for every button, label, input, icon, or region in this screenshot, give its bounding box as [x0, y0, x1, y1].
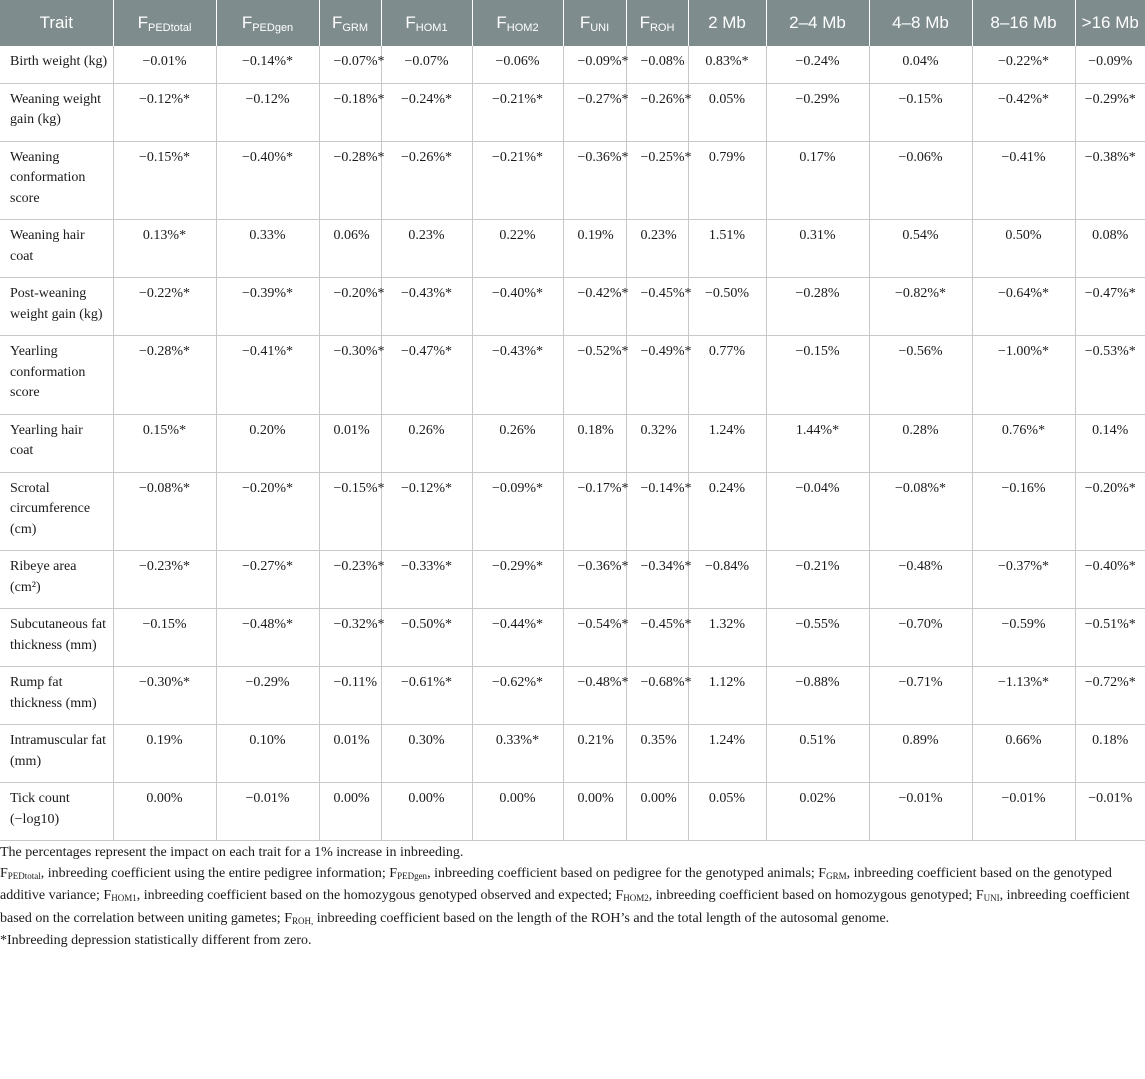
value-cell: 0.31% — [766, 220, 869, 278]
value-cell: −0.28%* — [319, 141, 381, 220]
trait-cell: Birth weight (kg) — [0, 46, 113, 83]
value-cell: 0.66% — [972, 725, 1075, 783]
value-cell: −0.27%* — [563, 83, 626, 141]
value-cell: −0.08% — [626, 46, 688, 83]
value-cell: −0.29% — [216, 667, 319, 725]
value-cell: −0.20%* — [319, 278, 381, 336]
value-cell: −0.11% — [319, 667, 381, 725]
value-cell: −0.15% — [869, 83, 972, 141]
definition-subscript: HOM2 — [623, 893, 649, 903]
trait-cell: Tick count (−log10) — [0, 783, 113, 841]
value-cell: −0.24%* — [381, 83, 472, 141]
value-cell: −0.36%* — [563, 551, 626, 609]
value-cell: −0.15%* — [319, 472, 381, 551]
column-header-5 — [472, 0, 563, 46]
definition-symbol: F — [615, 888, 624, 903]
value-cell: 0.77% — [688, 336, 766, 415]
value-cell: −0.21%* — [472, 83, 563, 141]
value-cell: 0.22% — [472, 220, 563, 278]
value-cell: −0.24% — [766, 46, 869, 83]
value-cell: 0.18% — [563, 414, 626, 472]
definition-subscript: UNI — [983, 893, 1000, 903]
value-cell: −0.48% — [869, 551, 972, 609]
column-header-subscript: HOM2 — [506, 21, 539, 34]
column-header-subscript: ROH — [649, 21, 675, 34]
value-cell: 1.24% — [688, 725, 766, 783]
value-cell: 0.05% — [688, 83, 766, 141]
value-cell: 1.24% — [688, 414, 766, 472]
definition-text: , inbreeding coefficient using the entire pedigree information; — [40, 865, 390, 881]
column-header-label: 4–8 Mb — [892, 13, 949, 32]
value-cell: −0.28%* — [113, 336, 216, 415]
column-header-label: 2–4 Mb — [789, 13, 846, 32]
value-cell: −0.49%* — [626, 336, 688, 415]
table-row — [0, 667, 1145, 725]
value-cell: 0.28% — [869, 414, 972, 472]
column-header-label: >16 Mb — [1081, 13, 1139, 32]
value-cell: 0.23% — [626, 220, 688, 278]
trait-cell: Post-weaning weight gain (kg) — [0, 278, 113, 336]
value-cell: 0.17% — [766, 141, 869, 220]
definition-text: , inbreeding coefficient based on homozygous genotyped; — [648, 888, 976, 903]
value-cell: −0.88% — [766, 667, 869, 725]
value-cell: −0.42%* — [563, 278, 626, 336]
value-cell: −0.04% — [766, 472, 869, 551]
value-cell: −0.06% — [472, 46, 563, 83]
value-cell: 0.54% — [869, 220, 972, 278]
value-cell: −0.06% — [869, 141, 972, 220]
value-cell: 0.20% — [216, 414, 319, 472]
value-cell: −0.26%* — [626, 83, 688, 141]
value-cell: −0.34%* — [626, 551, 688, 609]
column-header-subscript: GRM — [342, 21, 369, 34]
value-cell: 0.19% — [113, 725, 216, 783]
value-cell: −0.01% — [113, 46, 216, 83]
value-cell: −0.41% — [972, 141, 1075, 220]
value-cell: −0.21%* — [472, 141, 563, 220]
column-header-2 — [216, 0, 319, 46]
value-cell: −0.22%* — [113, 278, 216, 336]
value-cell: 0.76%* — [972, 414, 1075, 472]
value-cell: −0.07% — [381, 46, 472, 83]
definition-symbol: F — [0, 865, 8, 881]
value-cell: 0.14% — [1075, 414, 1145, 472]
definition-subscript: GRM — [826, 870, 847, 881]
value-cell: −0.72%* — [1075, 667, 1145, 725]
value-cell: −0.56% — [869, 336, 972, 415]
definition-text: , inbreeding coefficient based on the genotyped additive variance; — [0, 865, 1112, 903]
value-cell: −0.37%* — [972, 551, 1075, 609]
value-cell: 0.08% — [1075, 220, 1145, 278]
value-cell: −0.25%* — [626, 141, 688, 220]
value-cell: 0.18% — [1075, 725, 1145, 783]
value-cell: −0.50%* — [381, 609, 472, 667]
notes-significance-footnote: *Inbreeding depression statistically different from zero. — [0, 933, 312, 948]
value-cell: −0.47%* — [381, 336, 472, 415]
value-cell: −0.09% — [1075, 46, 1145, 83]
table-row — [0, 609, 1145, 667]
value-cell: 1.44%* — [766, 414, 869, 472]
trait-cell: Weaning conformation score — [0, 141, 113, 220]
value-cell: −0.84% — [688, 551, 766, 609]
value-cell: −0.54%* — [563, 609, 626, 667]
value-cell: −0.12%* — [381, 472, 472, 551]
value-cell: −0.71% — [869, 667, 972, 725]
value-cell: −0.38%* — [1075, 141, 1145, 220]
table-row — [0, 278, 1145, 336]
column-header-label: 2 Mb — [708, 13, 746, 32]
value-cell: −0.16% — [972, 472, 1075, 551]
value-cell: −0.14%* — [216, 46, 319, 83]
table-row — [0, 783, 1145, 841]
value-cell: −0.59% — [972, 609, 1075, 667]
value-cell: −1.00%* — [972, 336, 1075, 415]
value-cell: 0.89% — [869, 725, 972, 783]
value-cell: −0.12%* — [113, 83, 216, 141]
value-cell: −0.48%* — [563, 667, 626, 725]
value-cell: −0.12% — [216, 83, 319, 141]
value-cell: −0.68%* — [626, 667, 688, 725]
value-cell: −0.40%* — [1075, 551, 1145, 609]
value-cell: −0.44%* — [472, 609, 563, 667]
value-cell: 0.79% — [688, 141, 766, 220]
value-cell: 1.51% — [688, 220, 766, 278]
table-row — [0, 725, 1145, 783]
value-cell: 0.06% — [319, 220, 381, 278]
value-cell: −0.64%* — [972, 278, 1075, 336]
value-cell: −0.20%* — [1075, 472, 1145, 551]
value-cell: 0.30% — [381, 725, 472, 783]
value-cell: −0.50% — [688, 278, 766, 336]
column-header-9 — [766, 0, 869, 46]
value-cell: −0.01% — [972, 783, 1075, 841]
column-header-label: F — [579, 12, 591, 32]
column-header-label: F — [639, 12, 650, 32]
trait-cell: Rump fat thickness (mm) — [0, 667, 113, 725]
column-header-subscript: PEDtotal — [147, 21, 192, 34]
definition-symbol: F — [818, 865, 827, 881]
value-cell: −0.51%* — [1075, 609, 1145, 667]
value-cell: −0.01% — [216, 783, 319, 841]
value-cell: −0.29% — [766, 83, 869, 141]
value-cell: −0.01% — [869, 783, 972, 841]
column-header-subscript: UNI — [590, 21, 610, 34]
value-cell: −0.23%* — [319, 551, 381, 609]
value-cell: −0.40%* — [216, 141, 319, 220]
table-row — [0, 336, 1145, 415]
trait-cell: Yearling hair coat — [0, 414, 113, 472]
trait-cell: Subcutaneous fat thickness (mm) — [0, 609, 113, 667]
value-cell: −0.40%* — [472, 278, 563, 336]
definition-symbol: F — [284, 910, 292, 926]
definition-subscript: HOM1 — [111, 893, 137, 903]
trait-cell: Yearling conformation score — [0, 336, 113, 415]
column-header-subscript: HOM1 — [415, 21, 448, 34]
definition-symbol: F — [389, 865, 398, 881]
value-cell: 0.04% — [869, 46, 972, 83]
value-cell: −0.39%* — [216, 278, 319, 336]
table-row — [0, 141, 1145, 220]
value-cell: −0.70% — [869, 609, 972, 667]
value-cell: −0.15%* — [113, 141, 216, 220]
column-header-label: 8–16 Mb — [990, 13, 1057, 32]
value-cell: −0.22%* — [972, 46, 1075, 83]
column-header-label: Trait — [39, 13, 73, 32]
definition-text: , inbreeding coefficient based on pedigree for the genotyped animals; — [427, 865, 819, 881]
value-cell: −0.30%* — [113, 667, 216, 725]
value-cell: 0.00% — [381, 783, 472, 841]
column-header-7 — [626, 0, 688, 46]
column-header-label: F — [496, 12, 507, 32]
column-header-11 — [972, 0, 1075, 46]
value-cell: 0.00% — [113, 783, 216, 841]
definition-text: , inbreeding coefficient based on the homozygous genotyped observed and expected; — [136, 888, 616, 903]
definition-text: inbreeding coefficient based on the length of the ROH’s and the total length of the autosomal genome. — [313, 910, 890, 926]
value-cell: 0.19% — [563, 220, 626, 278]
value-cell: −0.55% — [766, 609, 869, 667]
value-cell: 0.00% — [563, 783, 626, 841]
table-row — [0, 83, 1145, 141]
value-cell: −0.36%* — [563, 141, 626, 220]
value-cell: −0.28% — [766, 278, 869, 336]
value-cell: 0.00% — [626, 783, 688, 841]
value-cell: −0.43%* — [472, 336, 563, 415]
table-notes — [0, 841, 1145, 952]
column-header-label: F — [405, 12, 416, 32]
column-header-subscript: PEDgen — [252, 21, 294, 34]
value-cell: −0.82%* — [869, 278, 972, 336]
value-cell: 0.33% — [216, 220, 319, 278]
value-cell: 0.51% — [766, 725, 869, 783]
value-cell: 0.01% — [319, 725, 381, 783]
value-cell: −0.09%* — [563, 46, 626, 83]
value-cell: −0.18%* — [319, 83, 381, 141]
value-cell: −0.21% — [766, 551, 869, 609]
definition-subscript: PEDgen — [397, 870, 428, 881]
value-cell: 0.15%* — [113, 414, 216, 472]
value-cell: −0.52%* — [563, 336, 626, 415]
value-cell: 0.00% — [319, 783, 381, 841]
value-cell: −0.45%* — [626, 278, 688, 336]
value-cell: −0.20%* — [216, 472, 319, 551]
value-cell: −0.42%* — [972, 83, 1075, 141]
table-row — [0, 220, 1145, 278]
value-cell: −0.17%* — [563, 472, 626, 551]
trait-cell: Ribeye area (cm²) — [0, 551, 113, 609]
value-cell: −0.43%* — [381, 278, 472, 336]
value-cell: 1.12% — [688, 667, 766, 725]
value-cell: −0.48%* — [216, 609, 319, 667]
value-cell: 0.35% — [626, 725, 688, 783]
table-header-row — [0, 0, 1145, 46]
column-header-0 — [0, 0, 113, 46]
notes-percentage-explanation: The percentages represent the impact on each trait for a 1% increase in inbreeding. — [0, 845, 464, 860]
value-cell: 0.50% — [972, 220, 1075, 278]
value-cell: −0.29%* — [1075, 83, 1145, 141]
value-cell: −0.53%* — [1075, 336, 1145, 415]
notes-definitions — [0, 864, 1145, 932]
table-row — [0, 414, 1145, 472]
definition-symbol: F — [975, 888, 984, 903]
value-cell: 0.01% — [319, 414, 381, 472]
value-cell: 0.32% — [626, 414, 688, 472]
value-cell: 0.83%* — [688, 46, 766, 83]
column-header-4 — [381, 0, 472, 46]
value-cell: −0.15% — [766, 336, 869, 415]
value-cell: −0.14%* — [626, 472, 688, 551]
value-cell: −0.07%* — [319, 46, 381, 83]
value-cell: 0.21% — [563, 725, 626, 783]
trait-cell: Scrotal circumference (cm) — [0, 472, 113, 551]
table-row — [0, 46, 1145, 83]
value-cell: 0.02% — [766, 783, 869, 841]
value-cell: −0.61%* — [381, 667, 472, 725]
value-cell: 0.13%* — [113, 220, 216, 278]
column-header-1 — [113, 0, 216, 46]
value-cell: −0.41%* — [216, 336, 319, 415]
column-header-label: F — [331, 12, 343, 32]
value-cell: −0.33%* — [381, 551, 472, 609]
value-cell: 0.26% — [381, 414, 472, 472]
column-header-12 — [1075, 0, 1145, 46]
column-header-3 — [319, 0, 381, 46]
definition-subscript: PEDtotal — [7, 870, 41, 881]
column-header-6 — [563, 0, 626, 46]
value-cell: 0.23% — [381, 220, 472, 278]
trait-cell: Weaning hair coat — [0, 220, 113, 278]
value-cell: −0.30%* — [319, 336, 381, 415]
value-cell: −1.13%* — [972, 667, 1075, 725]
value-cell: 0.05% — [688, 783, 766, 841]
table-body — [0, 46, 1145, 841]
value-cell: −0.45%* — [626, 609, 688, 667]
value-cell: −0.26%* — [381, 141, 472, 220]
table-row — [0, 472, 1145, 551]
value-cell: 0.26% — [472, 414, 563, 472]
value-cell: −0.01% — [1075, 783, 1145, 841]
value-cell: −0.08%* — [869, 472, 972, 551]
value-cell: −0.08%* — [113, 472, 216, 551]
value-cell: 0.33%* — [472, 725, 563, 783]
value-cell: −0.23%* — [113, 551, 216, 609]
definition-symbol: F — [103, 888, 112, 903]
value-cell: −0.62%* — [472, 667, 563, 725]
column-header-label: F — [137, 12, 148, 32]
value-cell: −0.47%* — [1075, 278, 1145, 336]
column-header-10 — [869, 0, 972, 46]
trait-cell: Weaning weight gain (kg) — [0, 83, 113, 141]
value-cell: 0.10% — [216, 725, 319, 783]
column-header-label: F — [241, 12, 253, 32]
table-row — [0, 551, 1145, 609]
trait-cell: Intramuscular fat (mm) — [0, 725, 113, 783]
value-cell: −0.27%* — [216, 551, 319, 609]
definition-subscript: ROH, — [291, 915, 314, 926]
value-cell: −0.32%* — [319, 609, 381, 667]
value-cell: −0.15% — [113, 609, 216, 667]
value-cell: 0.24% — [688, 472, 766, 551]
definition-text: , inbreeding coefficient based on the correlation between uniting gametes; — [0, 888, 1130, 926]
value-cell: −0.29%* — [472, 551, 563, 609]
value-cell: −0.09%* — [472, 472, 563, 551]
column-header-8 — [688, 0, 766, 46]
value-cell: 1.32% — [688, 609, 766, 667]
value-cell: 0.00% — [472, 783, 563, 841]
